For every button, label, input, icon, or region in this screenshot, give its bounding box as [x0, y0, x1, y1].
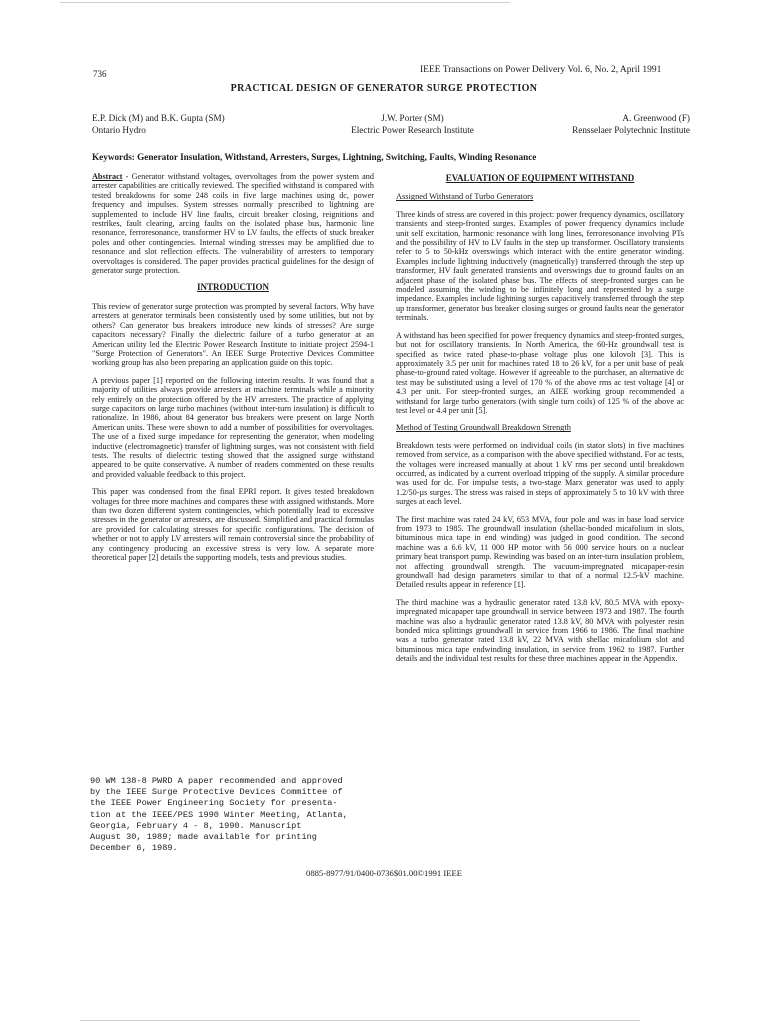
left-column: [92, 172, 374, 570]
abstract-text: - Generator withstand voltages, overvoltages from the power system and arrester capabilities are critically reviewed. The specified withstand is compared with tested breakdowns for some 248 coils in five large machines using dc, power frequency and impulses. System stresses normally prescribed to lightning are supplemented to include HV line faults, circuit breaker closing, reignitions and restrikes, fault clearing, arcing faults on the isolated phase bus, harmonic line resonance, ferroresonance, transformer HV to LV faults, the effects of stuck breaker poles and other contingencies. Internal winding stresses may be amplified due to resonance and slot reflection effects. The vulnerability of arresters to temporary overvoltages is considered. The paper provides practical guidelines for the design of generator surge protection.: [92, 172, 374, 276]
keywords: Keywords: Generator Insulation, Withstand, Arresters, Surges, Lightning, Switching, Faults, Winding Resonance: [92, 152, 537, 162]
section-heading-introduction: INTRODUCTION: [196, 282, 269, 293]
author-name: A. Greenwood (F): [622, 113, 690, 123]
author-block-3: [530, 112, 690, 136]
scan-edge-top: [60, 2, 510, 3]
running-header: IEEE Transactions on Power Delivery Vol. 6, No. 2, April 1991: [420, 65, 662, 75]
method-paragraph: The first machine was rated 24 kV, 653 MVA, four pole and was in base load service from 1973 to 1985. The groundwall insulation (shellac-bonded micafolium in slots, bituminous mica tape in end winding) was judged in good condition. The second machine was a 6.6 kV, 11 000 HP motor with 56 000 service hours on a nuclear primary heat transport pump. Rewinding was based on an inter-turn insulation problem, not affecting groundwall strength. The vacuum-impregnated micapaper-resin groundwall had design parameters similar to that of a normal 12.5-kV machine. Detailed results appear in reference [1].: [396, 514, 684, 590]
scan-edge-bottom: [80, 1020, 640, 1021]
right-column: [396, 172, 684, 672]
author-affiliation: Electric Power Research Institute: [351, 125, 474, 135]
subheading-assigned-withstand: Assigned Withstand of Turbo Generators: [396, 192, 534, 202]
author-name: E.P. Dick (M) and B.K. Gupta (SM): [92, 113, 225, 123]
abstract: [92, 172, 374, 275]
method-paragraph: The third machine was a hydraulic generator rated 13.8 kV, 80.5 MVA with epoxy-impregnated micapaper tape groundwall in service between 1973 and 1987. The fourth machine was also a hydraulic generator rated 13.8 kV, 80 MVA with polyester resin bonded mica splittings groundwall in service from 1966 to 1986. The final machine was a turbo generator rated 13.8 kV, 22 MVA with shellac micafolium slot and bituminous mica tape endwinding insulation, in service from 1962 to 1987. Further details and the individual test results for these three machines appear in the Appendix.: [396, 597, 684, 664]
section-heading-evaluation: EVALUATION OF EQUIPMENT WITHSTAND: [445, 173, 635, 183]
abstract-label: Abstract: [92, 172, 123, 181]
author-affiliation: Rensselaer Polytechnic Institute: [572, 125, 690, 135]
paper-title: PRACTICAL DESIGN OF GENERATOR SURGE PROTECTION: [230, 83, 538, 94]
evaluation-paragraph: A withstand has been specified for power frequency dynamics and steep-fronted surges, but not for oscillatory transients. In North America, the 60-Hz groundwall test is specified as twice rated phase-to-phase voltage plus one kilovolt [3]. This is approximately 3.5 per unit for machines rated 18 to 26 kV, for a per unit base of peak phase-to-ground rated voltage. However if agreeable to the purchaser, an alternative dc test may be substituted using a level of 170 % of the above rms ac test voltage [4] or 4.3 per unit. For steep-fronted surges, an AIEE working group recommended a withstand for large turbo generators (with single turn coils) of 125 % of the above ac test level or 4.4 per unit [5].: [396, 330, 684, 415]
copyright-footer: 0885-8977/91/0400-0736$01.00©1991 IEEE: [306, 868, 462, 878]
subheading-method-testing: Method of Testing Groundwall Breakdown Strength: [396, 423, 571, 433]
author-affiliation: Ontario Hydro: [92, 125, 146, 135]
page-number: 736: [93, 69, 107, 79]
intro-paragraph: This paper was condensed from the final EPRI report. It gives tested breakdown voltages for three more machines and compares these with assigned withstands. More than two dozen different system contingencies, which potentially lead to excessive stresses in the generator or arresters, are discussed. Simplified and practical formulas are provided for calculating stresses for specific configurations. The decision of whether or not to apply LV arresters will remain controversial since the probability of any contingency producing an excessive stress is very low. A separate more theoretical paper [2] details the supporting models, tests and previous studies.: [92, 487, 374, 563]
author-block-1: [92, 112, 225, 136]
manuscript-footnote: 90 WM 138-8 PWRD A paper recommended and approved by the IEEE Surge Protective Devices Committee of the IEEE Power Engineering Society for presenta- tion at the IEEE/PES 1990 Winter Meeting, Atlanta, Georgia, February 4 - 8, 1990. Manuscript August 30, 1989; made available for printing December 6, 1989.: [90, 776, 348, 854]
evaluation-paragraph: Three kinds of stress are covered in this project: power frequency dynamics, oscillatory transients and steep-fronted surges. Examples of power frequency dynamics include unit self excitation, harmonic resonance with long lines, ferroresonance involving PTs and the possibility of HV to LV faults in the step up transformer. Oscillatory transients refer to 5 to 50-kHz overswings which interact with the entire generator winding. Examples include lightning inductively (magnetically) transferred through the step up transformer, HV fault generated transients and overswings due to ground faults on an adjacent phase of the isolated phase bus. The effects of steep-fronted surges can be modeled assuming the winding to be infinitely long and represented by a surge impedance. Examples include lightning surges capacitively transferred through the step up transformer, generator bus breaker closing surges or ground faults near the generator terminals.: [396, 209, 684, 323]
method-paragraph: Breakdown tests were performed on individual coils (in stator slots) in five machines removed from service, as a comparison with the above specified withstand. For ac tests, the voltages were increased manually at about 1 kV rms per second until breakdown occurred, as indicated by a current overload tripping of the supply. A similar procedure was used for dc. For impulse tests, a two-stage Marx generator was used to apply 1.2/50-µs surges. The stress was raised in steps of approximately 5 to 10 kV with three surges at each level.: [396, 440, 684, 507]
author-block-2: [310, 112, 515, 136]
author-name: J.W. Porter (SM): [381, 113, 444, 123]
intro-paragraph: This review of generator surge protection was prompted by several factors. Why have arresters at generator terminals been consistently used by some utilities, but not by others? Can generator bus breakers introduce new kinds of stresses? Are surge capacitors necessary? Finally the dielectric failure of a turbo generator at an American utility led the Electric Power Research Institute to initiate project 2594-1 "Surge Protection of Generators". An IEEE Surge Protective Devices Committee working group has also been preparing an application guide on this topic.: [92, 301, 374, 368]
intro-paragraph: A previous paper [1] reported on the following interim results. It was found that a majority of utilities always provide arresters at machine terminals while a minority rely entirely on the protection offered by the HV arresters. The practice of applying surge capacitors on large turbo machines (without inter-turn insulation) is difficult to rationalize. In 1986, about 84 generator bus breakers were present on large North American units. These were shown to add a number of possibilities for overvoltages. The use of a fixed surge impedance for representing the generator, when modeling inductive (electromagnetic) transfer of lightning surges, was not consistent with field tests. The results of dielectric testing showed that the assigned surge withstand appeared to be quite conservative. A number of readers commented on these results and provided valuable feedback to this project.: [92, 375, 374, 479]
